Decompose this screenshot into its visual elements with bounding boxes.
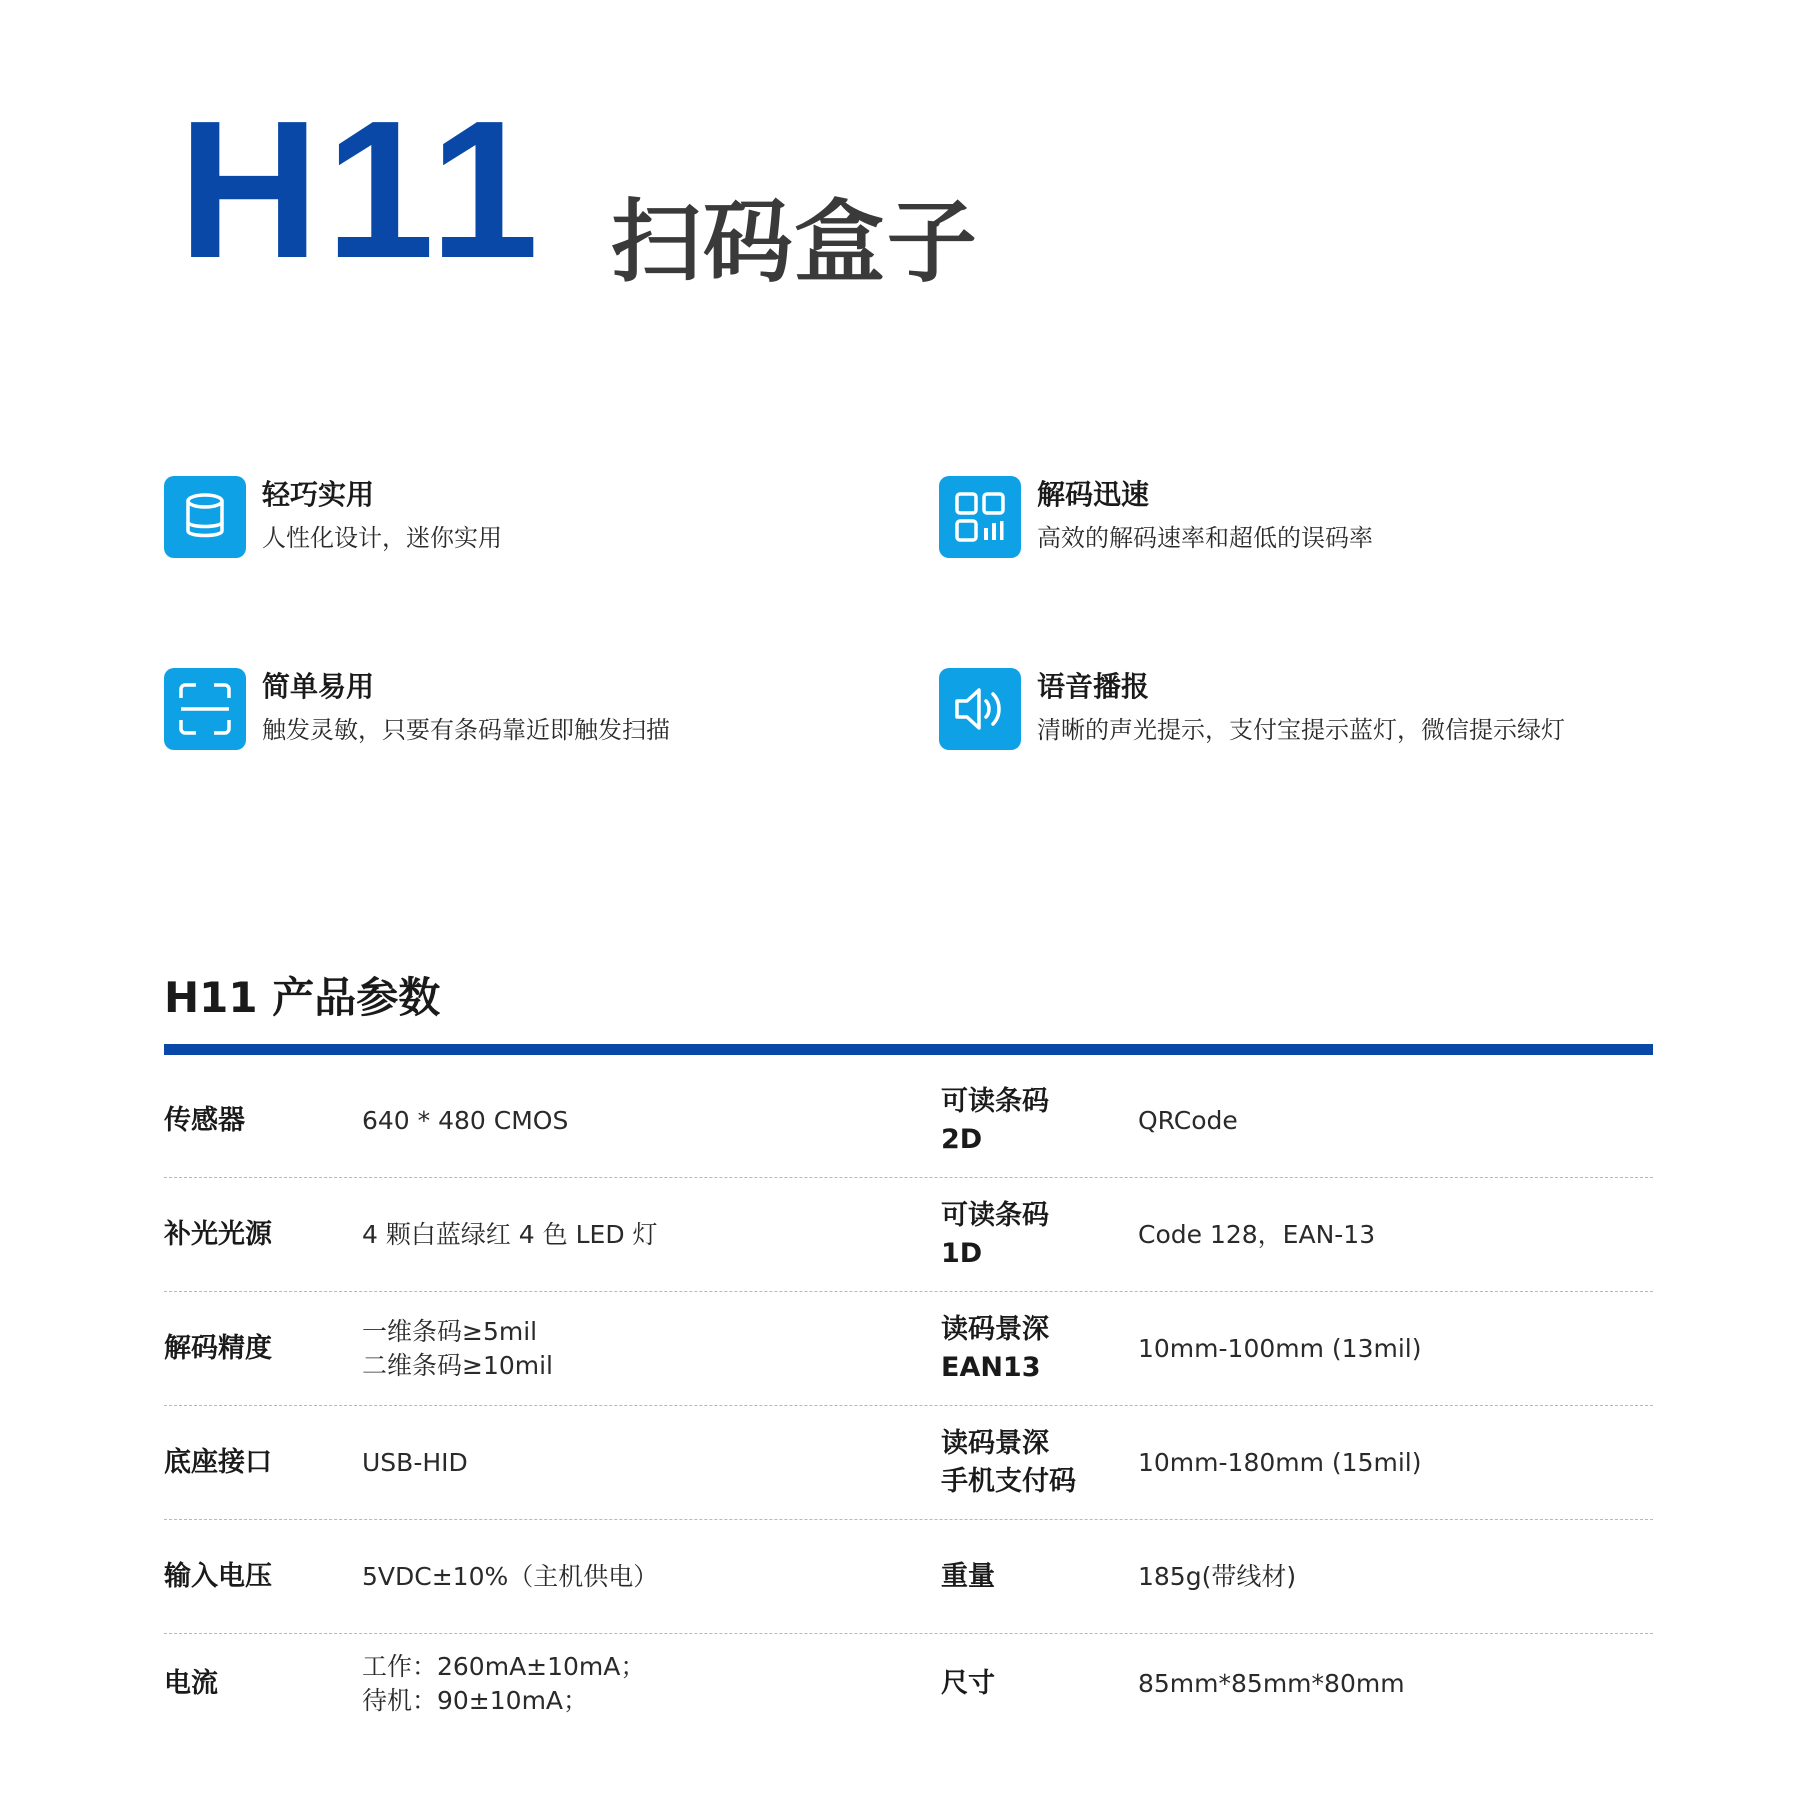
feature-lightweight bbox=[164, 476, 502, 558]
spec-label: 读码景深 手机支付码 bbox=[941, 1427, 1076, 1497]
spec-value: 一维条码≥5mil 二维条码≥10mil bbox=[362, 1316, 554, 1380]
feature-desc: 高效的解码速率和超低的误码率 bbox=[1037, 524, 1373, 552]
feature-desc: 触发灵敏，只要有条码靠近即触发扫描 bbox=[262, 716, 670, 744]
spec-value: Code 128，EAN-13 bbox=[1138, 1219, 1376, 1249]
scan-frame-icon bbox=[164, 668, 246, 750]
spec-label: 传感器 bbox=[164, 1104, 245, 1136]
spec-value: 185g(带线材) bbox=[1138, 1561, 1297, 1591]
spec-label: 电流 bbox=[164, 1668, 218, 1699]
spec-table bbox=[164, 1064, 1653, 1734]
spec-value: 工作：260mA±10mA； 待机：90±10mA； bbox=[362, 1652, 646, 1715]
spec-row bbox=[164, 1178, 1653, 1292]
spec-label: 可读条码 2D bbox=[941, 1085, 1049, 1155]
spec-value: 4 颗白蓝绿红 4 色 LED 灯 bbox=[362, 1219, 658, 1249]
speaker-icon bbox=[939, 668, 1021, 750]
qr-code-icon bbox=[939, 476, 1021, 558]
spec-heading: H11 产品参数 bbox=[164, 973, 441, 1022]
feature-title: 解码迅速 bbox=[1037, 478, 1150, 511]
spec-label: 可读条码 1D bbox=[941, 1199, 1049, 1269]
feature-title: 轻巧实用 bbox=[262, 478, 375, 511]
spec-row bbox=[164, 1064, 1653, 1178]
spec-label: 补光光源 bbox=[164, 1218, 272, 1250]
feature-title: 语音播报 bbox=[1037, 670, 1150, 703]
spec-label: 底座接口 bbox=[164, 1446, 272, 1478]
feature-desc: 清晰的声光提示，支付宝提示蓝灯，微信提示绿灯 bbox=[1037, 716, 1565, 744]
product-name: 扫码盒子 bbox=[610, 190, 979, 295]
feature-desc: 人性化设计，迷你实用 bbox=[262, 524, 502, 552]
feature-title: 简单易用 bbox=[262, 670, 375, 703]
spec-row bbox=[164, 1634, 1653, 1734]
spec-value: 10mm-100mm (13mil) bbox=[1138, 1333, 1422, 1363]
spec-label: 尺寸 bbox=[941, 1668, 995, 1699]
spec-value: 10mm-180mm (15mil) bbox=[1138, 1447, 1422, 1477]
spec-value: 640 * 480 CMOS bbox=[362, 1105, 569, 1135]
spec-row bbox=[164, 1292, 1653, 1406]
spec-label: 重量 bbox=[941, 1560, 995, 1592]
product-model: H11 bbox=[178, 80, 545, 299]
spec-label: 读码景深 EAN13 bbox=[941, 1313, 1049, 1383]
feature-voice-broadcast bbox=[939, 668, 1565, 750]
spec-value: 5VDC±10%（主机供电） bbox=[362, 1561, 659, 1591]
cylinder-icon bbox=[164, 476, 246, 558]
spec-label: 解码精度 bbox=[164, 1332, 272, 1364]
spec-row bbox=[164, 1520, 1653, 1634]
spec-value: USB-HID bbox=[362, 1447, 468, 1477]
spec-row bbox=[164, 1406, 1653, 1520]
spec-label: 输入电压 bbox=[164, 1560, 272, 1592]
spec-divider-bar bbox=[164, 1044, 1653, 1055]
feature-easy-use bbox=[164, 668, 670, 750]
hero-title bbox=[178, 80, 979, 299]
spec-value: QRCode bbox=[1138, 1105, 1238, 1135]
feature-fast-decode bbox=[939, 476, 1373, 558]
spec-value: 85mm*85mm*80mm bbox=[1138, 1669, 1405, 1698]
